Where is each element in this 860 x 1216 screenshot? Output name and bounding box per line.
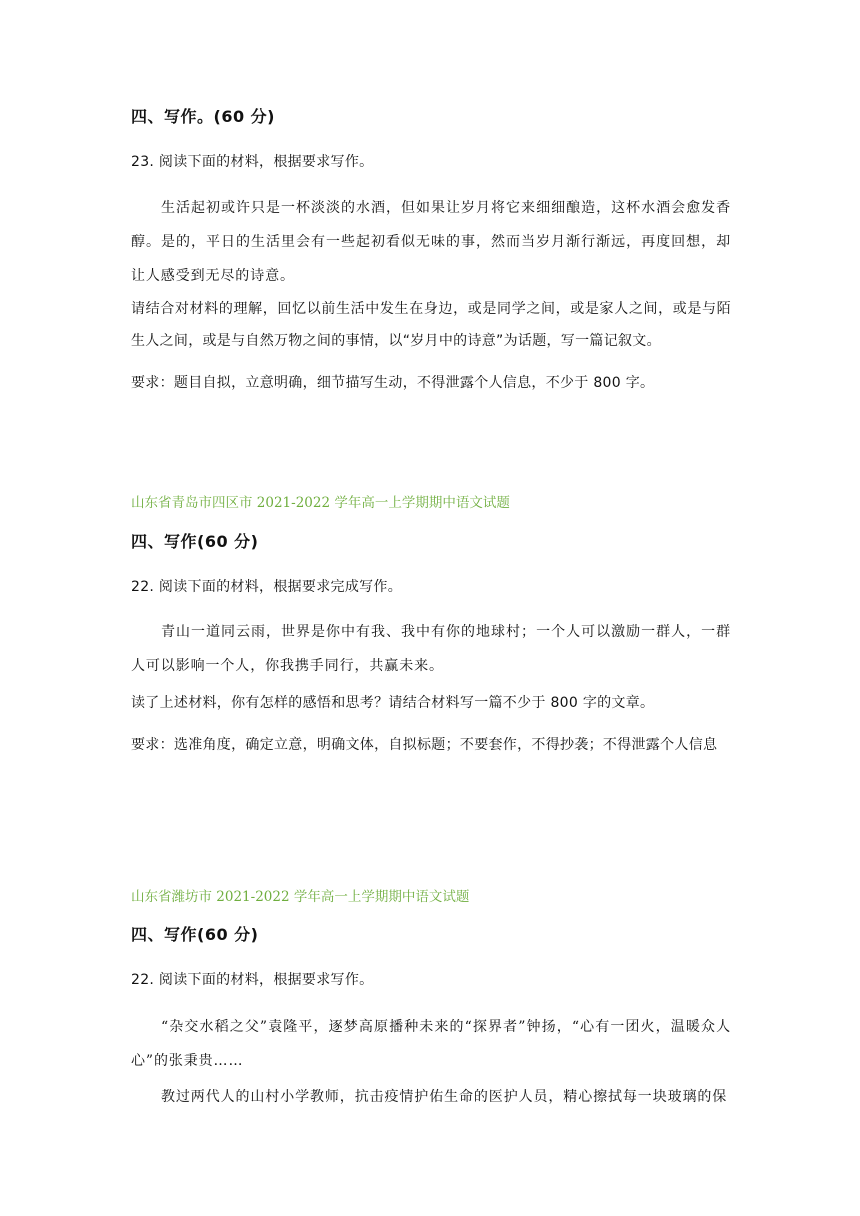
section-2-question: 22. 阅读下面的材料，根据要求完成写作。 <box>131 579 403 595</box>
section-2-heading: 四、写作(60 分) <box>131 532 259 551</box>
section-3-material-1: “杂交水稻之父”袁隆平，逐梦高原播种未来的“探界者”钟扬，“心有一团火，温暖众人心”的张秉贵…… <box>131 1019 731 1069</box>
section-1-requirement: 要求：题目自拟，立意明确，细节描写生动，不得泄露个人信息，不少于 800 字。 <box>131 375 655 391</box>
section-2-requirement: 要求：选准角度，确定立意，明确文体，自拟标题；不要套作，不得抄袭；不得泄露个人信息 <box>131 737 718 753</box>
section-2-prompt: 读了上述材料，你有怎样的感悟和思考？请结合材料写一篇不少于 800 字的文章。 <box>131 695 655 711</box>
section-3-question: 22. 阅读下面的材料，根据要求写作。 <box>131 972 374 988</box>
section-1-question: 23. 阅读下面的材料，根据要求写作。 <box>131 154 374 170</box>
section-2-material: 青山一道同云雨，世界是你中有我、我中有你的地球村；一个人可以激励一群人，一群人可以影响一个人，你我携手同行，共赢未来。 <box>131 624 731 674</box>
section-2-source-link[interactable]: 山东省青岛市四区市 2021-2022 学年高一上学期期中语文试题 <box>131 495 510 511</box>
section-3-source-link[interactable]: 山东省潍坊市 2021-2022 学年高一上学期期中语文试题 <box>131 889 470 905</box>
section-3-material-2: 教过两代人的山村小学教师，抗击疫情护佑生命的医护人员，精心擦拭每一块玻璃的保 <box>161 1089 728 1105</box>
section-1-prompt: 请结合对材料的理解，回忆以前生活中发生在身边，或是同学之间，或是家人之间，或是与陌生人之间，或是与自然万物之间的事情，以“岁月中的诗意”为话题，写一篇记叙文。 <box>131 301 731 349</box>
section-3-heading: 四、写作(60 分) <box>131 925 259 944</box>
section-1-heading: 四、写作。(60 分) <box>131 107 275 126</box>
section-1-material: 生活起初或许只是一杯淡淡的水酒，但如果让岁月将它来细细酿造，这杯水酒会愈发香醇。是的，平日的生活里会有一些起初看似无味的事，然而当岁月渐行渐远，再度回想，却让人感受到无尽的诗意。 <box>131 200 731 284</box>
